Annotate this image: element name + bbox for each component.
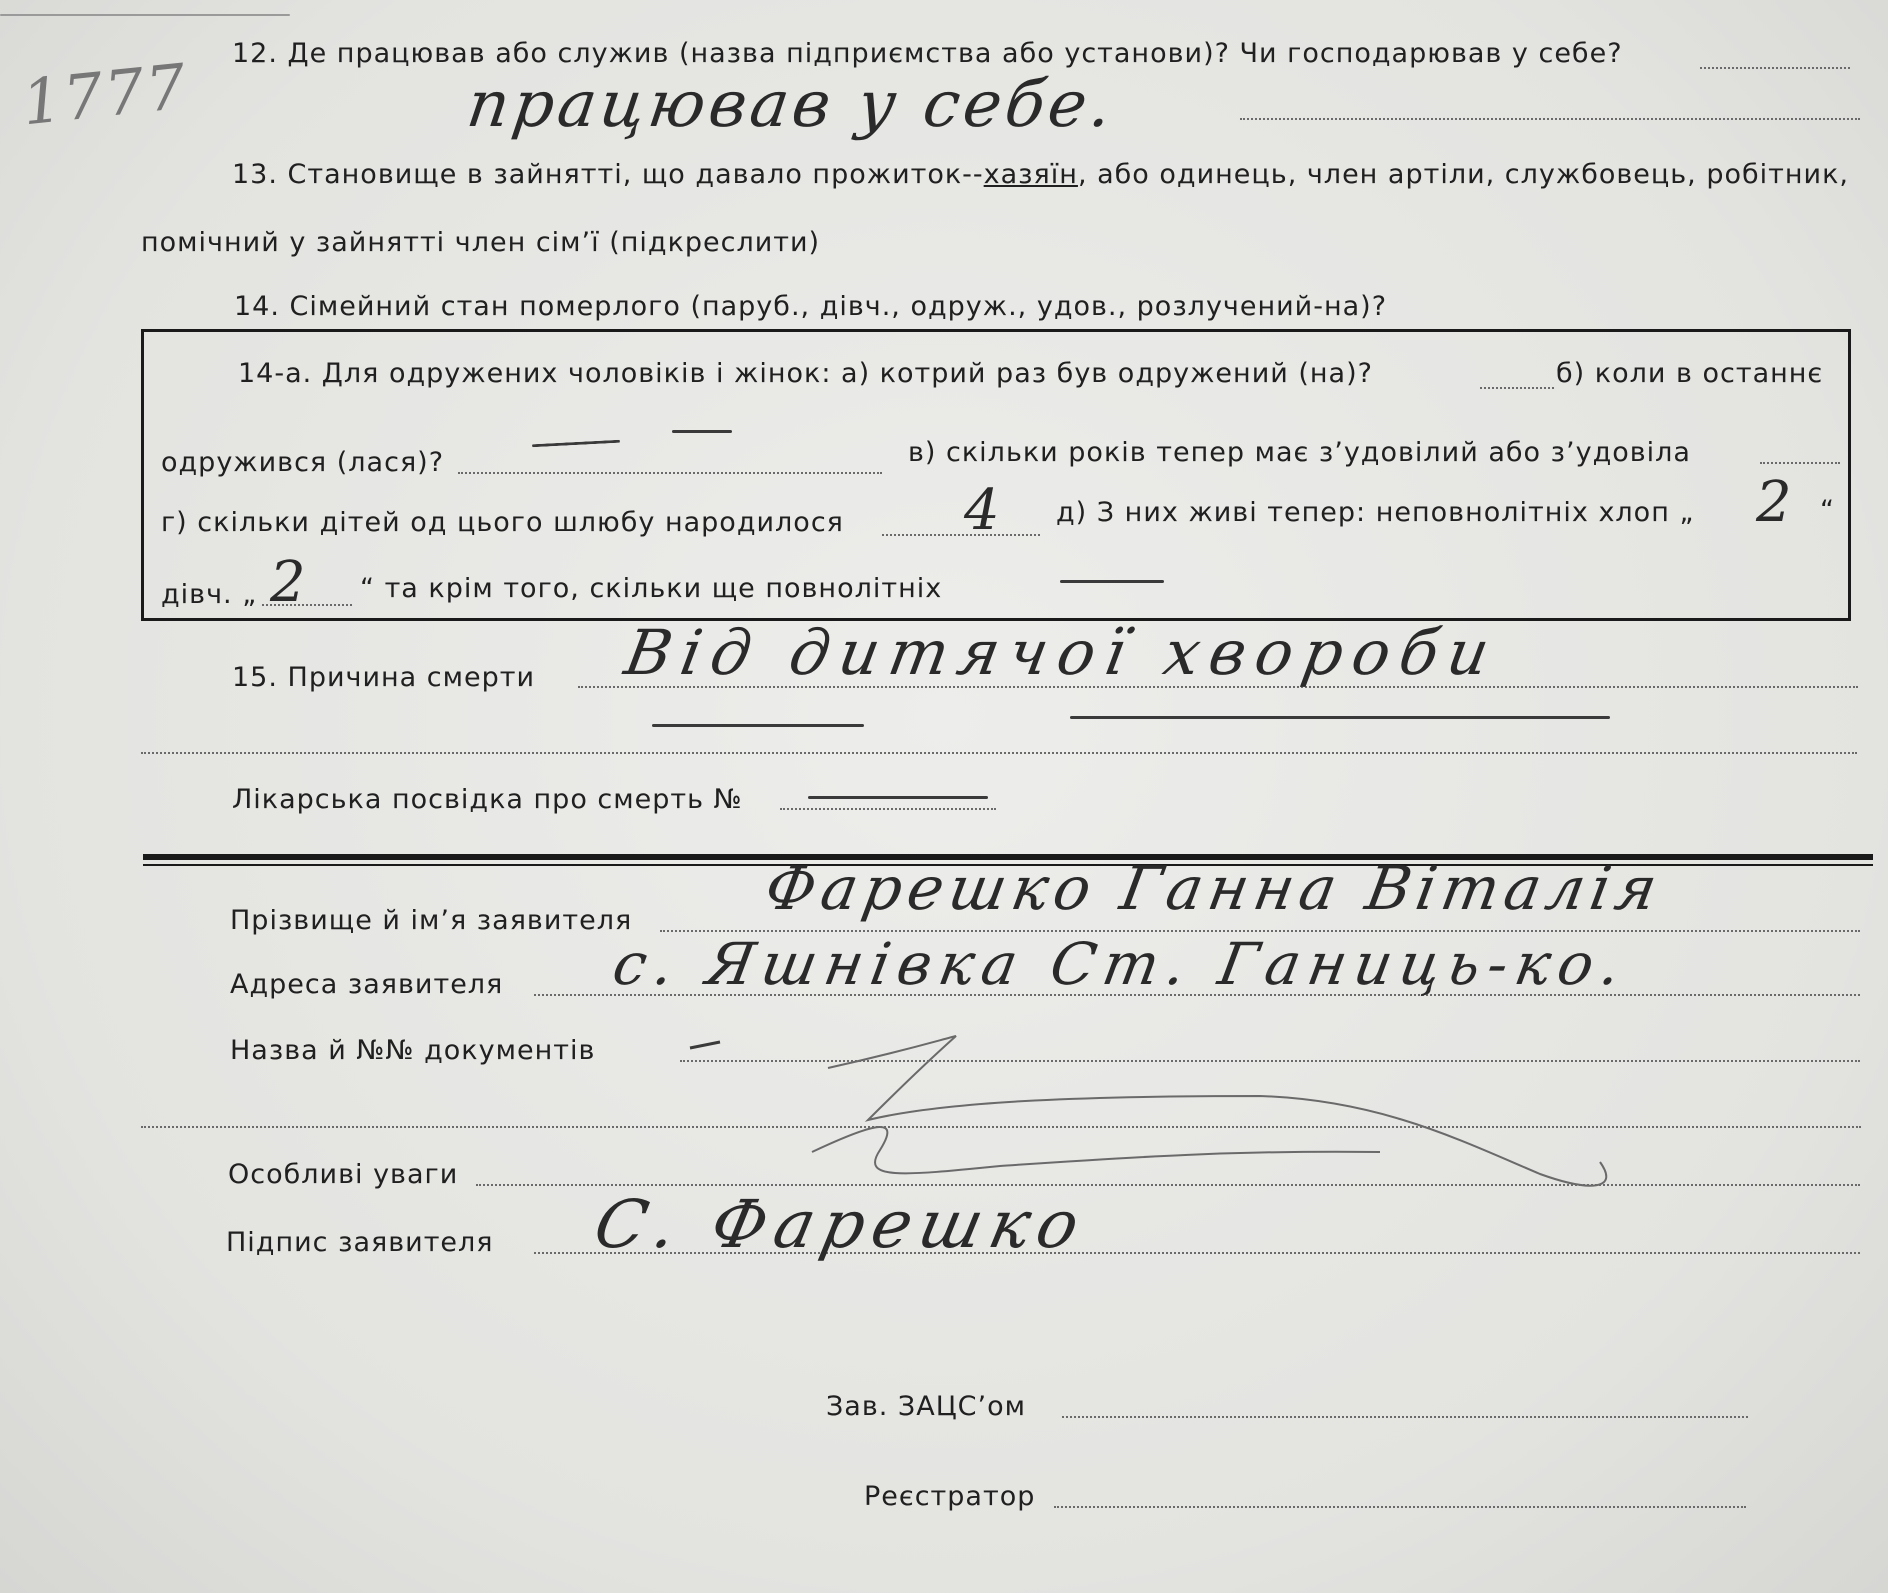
q14a-girls-answer: 2 bbox=[270, 550, 310, 615]
notes-label: Особливі уваги bbox=[228, 1159, 459, 1190]
registrar-signature-line bbox=[1054, 1506, 1746, 1508]
q14a-line1: 14-а. Для одружених чоловіків і жінок: а) котрий раз був одружений (на)? bbox=[238, 358, 1373, 389]
q15-stroke-2 bbox=[1070, 716, 1610, 719]
q14a-line1-b: б) коли в останнє bbox=[1556, 358, 1824, 389]
documents-line bbox=[680, 1060, 1860, 1062]
q14a-adult-dash bbox=[1060, 580, 1164, 583]
q14a-children-answer: 4 bbox=[964, 478, 1004, 543]
q15-answer: Від дитячої хвороби bbox=[619, 616, 1505, 689]
q14a-line3-quote: “ bbox=[1820, 495, 1835, 526]
q14a-line3-b: д) З них живі тепер: неповнолітніх хлоп „ bbox=[1056, 497, 1695, 528]
q14a-line2-dots bbox=[458, 472, 882, 474]
q12-dotted-line bbox=[1700, 67, 1850, 69]
q13-underlined-option: хазяїн bbox=[983, 159, 1078, 190]
q12-answer: працював у себе. bbox=[462, 68, 1121, 142]
q14a-line2-b: в) скільки років тепер має з’удовілий або з’удовіла bbox=[908, 437, 1691, 468]
registrar-label: Реєстратор bbox=[864, 1481, 1036, 1512]
q12-answer-line bbox=[1240, 118, 1860, 120]
q14a-dash-stroke-2 bbox=[672, 430, 732, 433]
top-edge-mark bbox=[0, 14, 290, 16]
applicant-address-value: с. Яшнівка Ст. Ганиць-ко. bbox=[608, 930, 1634, 998]
q15-label: 15. Причина смерти bbox=[232, 662, 536, 693]
q14a-boys-answer: 2 bbox=[1756, 470, 1796, 535]
q13-label-line2: помічний у зайнятті член сім’ї (підкреслити) bbox=[141, 227, 821, 258]
applicant-name-label: Прізвище й ім’я заявителя bbox=[230, 905, 633, 936]
signature-label: Підпис заявителя bbox=[226, 1227, 494, 1258]
documents-second-line bbox=[141, 1126, 1861, 1128]
q14a-line2-a: одружився (лася)? bbox=[161, 447, 445, 478]
zags-signature-line bbox=[1062, 1416, 1748, 1418]
q14a-line3-dots bbox=[882, 534, 1040, 536]
medical-dotted-line bbox=[780, 808, 996, 810]
q14a-line3-a: г) скільки дітей од цього шлюбу народилося bbox=[161, 507, 844, 538]
applicant-name-value: Фарешко Ганна Віталія bbox=[759, 854, 1668, 924]
medical-label: Лікарська посвідка про смерть № bbox=[232, 784, 743, 815]
q12-label: 12. Де працював або служив (назва підприємства або установи)? Чи господарював у себе? bbox=[232, 38, 1623, 69]
q14-label: 14. Сімейний стан померлого (паруб., дівч., одруж., удов., розлучений-на)? bbox=[234, 291, 1388, 322]
q13-label: 13. Становище в зайнятті, що давало прожиток--хазяїн, або одинець, член артіли, службовець, робітник, bbox=[232, 159, 1849, 190]
q14a-line4-b: “ та крім того, скільки ще повнолітніх bbox=[360, 573, 943, 604]
applicant-signature: С. Фарешко bbox=[587, 1186, 1094, 1263]
documents-label: Назва й №№ документів bbox=[230, 1035, 596, 1066]
q15-second-line bbox=[141, 752, 1857, 754]
q14a-line4-a: дівч. „ bbox=[161, 579, 258, 610]
applicant-address-label: Адреса заявителя bbox=[230, 969, 504, 1000]
q14a-line1-dots bbox=[1480, 387, 1554, 389]
zags-label: Зав. ЗАЦС’ом bbox=[826, 1391, 1026, 1422]
q14a-line2-end-dots bbox=[1760, 462, 1840, 464]
medical-dash bbox=[808, 796, 988, 799]
margin-number: 1777 bbox=[18, 49, 192, 140]
q15-stroke-1 bbox=[652, 724, 864, 727]
